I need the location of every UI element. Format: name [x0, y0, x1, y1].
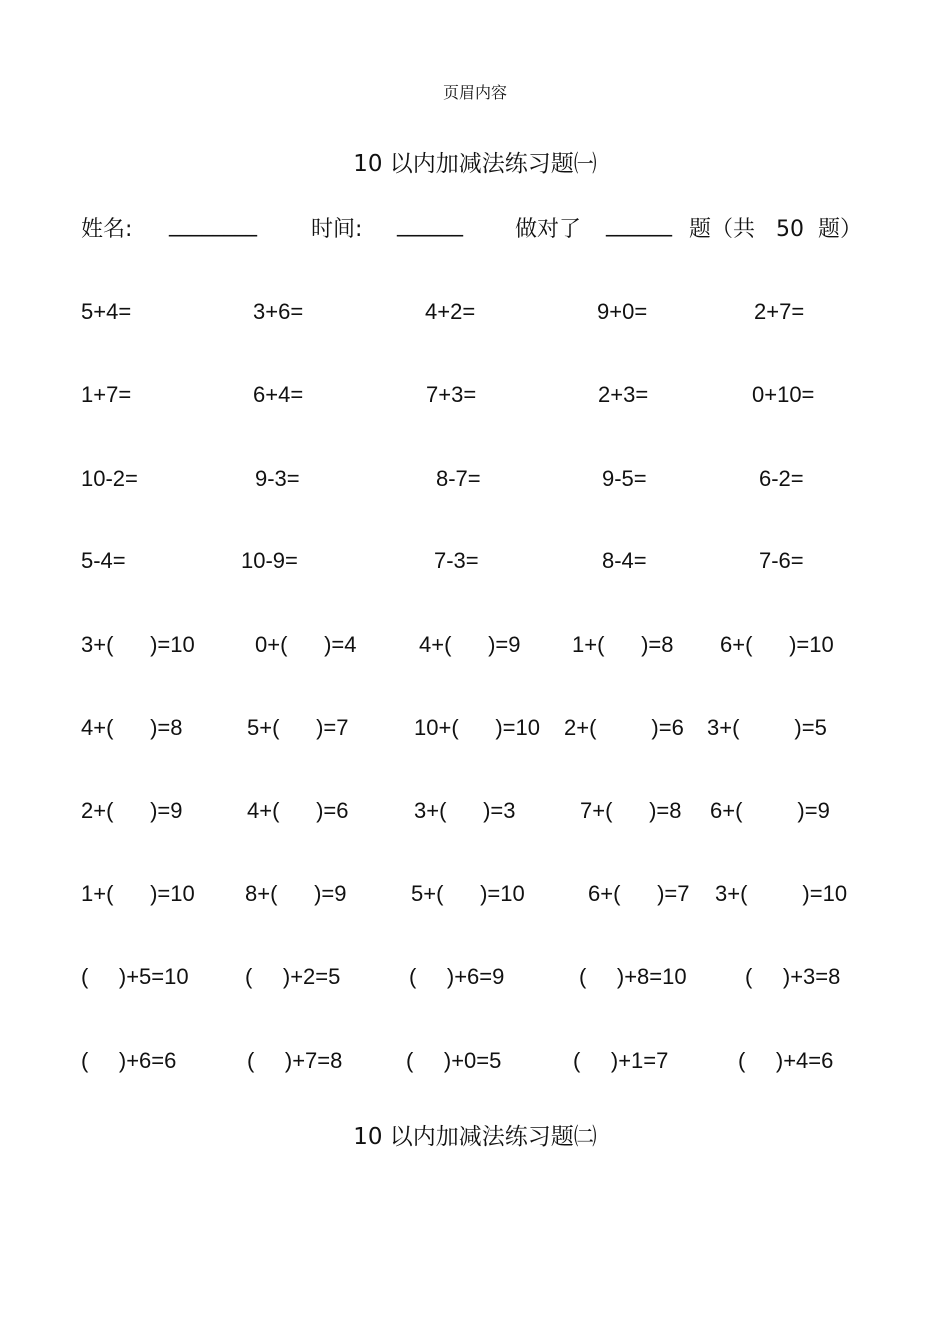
time-blank: ______ — [397, 212, 463, 237]
problem: 9+0= — [597, 299, 648, 324]
problem: ( )+8=10 — [579, 964, 687, 989]
student-info-line — [81, 212, 881, 246]
problem: ( )+3=8 — [745, 964, 841, 989]
problem-row — [0, 299, 950, 329]
problem: 6+4= — [253, 382, 304, 407]
problem: 5-4= — [81, 548, 126, 573]
correct-blank: ______ — [606, 212, 672, 237]
problem: 2+( )=6 — [564, 715, 684, 740]
worksheet-title-1: 10 以内加减法练习题㈠ — [353, 151, 597, 177]
problem-row — [0, 548, 950, 578]
problem: 7+( )=8 — [580, 798, 682, 823]
page-header: 页眉内容 — [442, 83, 507, 102]
correct-label: 做对了 — [515, 217, 582, 242]
problem-row — [0, 798, 950, 828]
problem: 8+( )=9 — [245, 881, 347, 906]
problem: 6+( )=9 — [710, 798, 830, 823]
problem: 7+3= — [426, 382, 477, 407]
problem-row — [0, 881, 950, 911]
problem: 9-5= — [602, 466, 647, 491]
problem-row — [0, 466, 950, 496]
problem: 10+( )=10 — [414, 715, 540, 740]
problem: 3+( )=3 — [414, 798, 516, 823]
problem: ( )+7=8 — [247, 1048, 343, 1073]
problem: 2+7= — [754, 299, 805, 324]
problem: 4+( )=8 — [81, 715, 183, 740]
problem: 5+( )=10 — [411, 881, 525, 906]
problem: 6+( )=7 — [588, 881, 690, 906]
problem: 5+4= — [81, 299, 132, 324]
problem: 0+10= — [752, 382, 815, 407]
total-questions-text: 题（共 50 题） — [689, 217, 862, 242]
problem: 8-7= — [436, 466, 481, 491]
problem: 9-3= — [255, 466, 300, 491]
time-label: 时间: — [311, 217, 363, 242]
name-blank: ________ — [169, 212, 257, 237]
problem: 7-3= — [434, 548, 479, 573]
worksheet-title-2: 10 以内加减法练习题㈡ — [353, 1124, 597, 1150]
problem: 0+( )=4 — [255, 632, 357, 657]
problem-row — [0, 964, 950, 994]
problem: 10-9= — [241, 548, 298, 573]
problem: ( )+5=10 — [81, 964, 189, 989]
problem: ( )+4=6 — [738, 1048, 834, 1073]
name-label: 姓名: — [81, 217, 133, 242]
problem: ( )+1=7 — [573, 1048, 669, 1073]
problem-row — [0, 632, 950, 662]
problem: 3+( )=10 — [715, 881, 848, 906]
problem: 4+2= — [425, 299, 476, 324]
problem: 8-4= — [602, 548, 647, 573]
problem: 1+( )=8 — [572, 632, 674, 657]
problem: ( )+2=5 — [245, 964, 341, 989]
problem: 2+3= — [598, 382, 649, 407]
problem-row — [0, 715, 950, 745]
problem: 1+( )=10 — [81, 881, 195, 906]
problem: 6+( )=10 — [720, 632, 834, 657]
problem: 3+( )=10 — [81, 632, 195, 657]
problem: 4+( )=6 — [247, 798, 349, 823]
problem-row — [0, 382, 950, 412]
problem: 2+( )=9 — [81, 798, 183, 823]
problem: 1+7= — [81, 382, 132, 407]
problem: 7-6= — [759, 548, 804, 573]
problem: 5+( )=7 — [247, 715, 349, 740]
problem: 3+6= — [253, 299, 304, 324]
problem: 4+( )=9 — [419, 632, 521, 657]
problem: 6-2= — [759, 466, 804, 491]
problem: ( )+6=9 — [409, 964, 505, 989]
problem-row — [0, 1048, 950, 1078]
problem: ( )+0=5 — [406, 1048, 502, 1073]
problem: 10-2= — [81, 466, 138, 491]
problem: 3+( )=5 — [707, 715, 827, 740]
problem: ( )+6=6 — [81, 1048, 177, 1073]
